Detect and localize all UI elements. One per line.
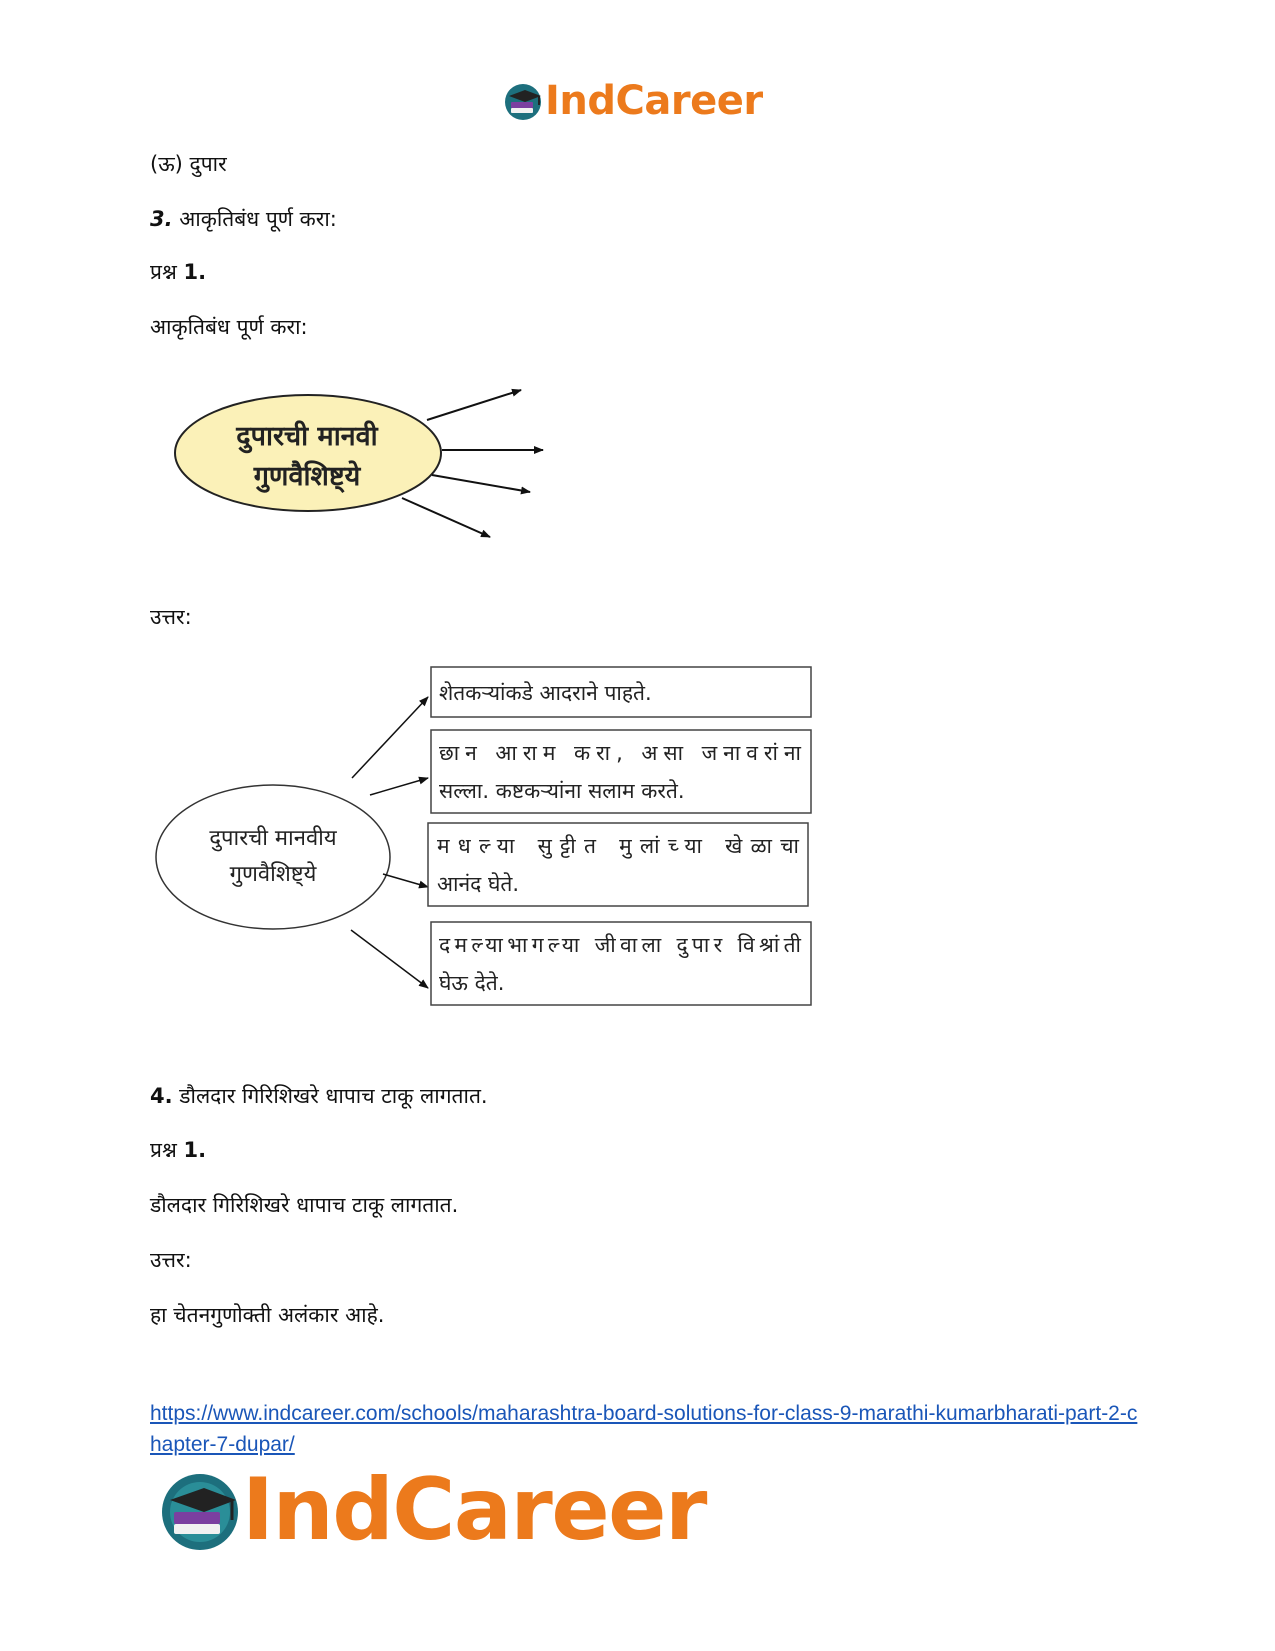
answer-label-1: उत्तर:: [150, 605, 192, 629]
box-2-line-2: सल्ला. कष्टकऱ्यांना सलाम करते.: [439, 779, 685, 803]
answer-label-2: उत्तर:: [150, 1248, 192, 1272]
question-text: आकृतिबंध पूर्ण करा:: [172, 207, 337, 231]
logo-wordmark: IndCareer: [545, 78, 763, 124]
answer-4-text: हा चेतनगुणोक्ती अलंकार आहे.: [150, 1303, 385, 1327]
arrow: [402, 498, 490, 537]
box-2-line-1: छान आराम करा, असा जनावरांना: [439, 741, 801, 765]
prashna-number: 1.: [183, 260, 207, 284]
prashna-1-label-2: [150, 1136, 206, 1164]
graduation-book-icon: [503, 80, 545, 124]
box-3-line-2: आनंद घेते.: [437, 872, 519, 896]
answer-ellipse-line-2: गुणवैशिष्ट्ये: [229, 862, 317, 887]
box-1-text: शेतकऱ्यांकडे आदराने पाहते.: [439, 681, 652, 705]
prashna-1-label: [150, 258, 206, 286]
answer-diagram: [155, 655, 815, 1010]
arrow: [383, 874, 428, 887]
ellipse-line-2: गुणवैशिष्ट्ये: [253, 461, 361, 492]
question-3-heading: [150, 205, 337, 233]
question-4-heading: [150, 1082, 488, 1110]
prashna-word: प्रश्न: [150, 260, 184, 284]
prashna-word: प्रश्न: [150, 1138, 184, 1162]
source-link[interactable]: https://www.indcareer.com/schools/maharashtra-board-solutions-for-class-9-marathi-kumarbharati-part-2-chapter-7-dupar/: [150, 1402, 1138, 1456]
box-3-line-1: मधल्या सुट्टीत मुलांच्या खेळाचा: [437, 834, 799, 858]
indcareer-logo-top: [503, 80, 783, 130]
arrow: [427, 390, 521, 420]
indcareer-logo-bottom: [160, 1460, 720, 1568]
question-3-instruction: आकृतिबंध पूर्ण करा:: [150, 315, 308, 339]
arrow: [352, 697, 428, 778]
option-u-dupar: (ऊ) दुपार: [150, 152, 227, 176]
logo-wordmark: IndCareer: [242, 1460, 706, 1560]
ellipse-line-1: दुपारची मानवी: [236, 421, 378, 452]
question-ellipse: [175, 395, 441, 511]
answer-ellipse: [156, 785, 390, 929]
box-4-line-1: दमल्याभागल्या जीवाला दुपार विश्रांती: [439, 933, 801, 957]
graduation-book-icon: [160, 1468, 242, 1556]
prashna-number: 1.: [183, 1138, 207, 1162]
answer-ellipse-line-1: दुपारची मानवीय: [209, 826, 337, 851]
arrow: [370, 778, 428, 795]
question-4-repeat: डौलदार गिरिशिखरे धापाच टाकू लागतात.: [150, 1193, 459, 1217]
arrow: [432, 475, 530, 492]
question-number: 4.: [150, 1084, 173, 1108]
arrow: [351, 930, 428, 988]
question-diagram: [165, 375, 560, 550]
box-4-line-2: घेऊ देते.: [439, 971, 505, 995]
question-text: डौलदार गिरिशिखरे धापाच टाकू लागतात.: [172, 1084, 488, 1108]
question-number: 3.: [150, 207, 173, 231]
